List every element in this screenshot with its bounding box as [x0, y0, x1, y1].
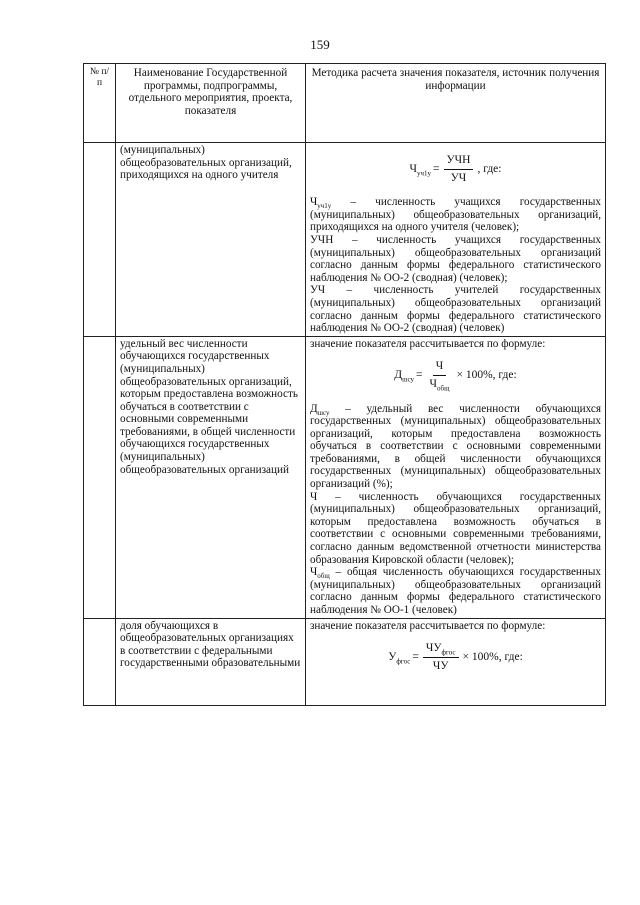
formula: $У_{фгос}$ = $\frac{ЧУ_{фгос}}{ЧУ}$ × 100%, где:: [388, 642, 523, 672]
formula: $Д_{шсу}$ = $\frac{Ч}{Ч_{общ}}$ × 100%, где:: [394, 360, 517, 393]
formula-lhs: Д: [394, 369, 403, 382]
table-row: [84, 143, 606, 337]
indicator-name: (муниципальных) общеобразовательных организаций, приходящихся на одного учителя: [116, 143, 306, 337]
row-num-cell: [84, 618, 116, 705]
formula-tail: × 100%, где:: [456, 369, 517, 382]
definition: Ч – численность обучающихся государственных (муниципальных) общеобразовательных организаций, которым предоставлена возможность обучаться в соответствии с основными современными требованиями, согласно данным ведомственной отчетности министерства образования Кировской области (человек);: [310, 490, 601, 566]
formula-fraction: [444, 154, 474, 184]
table-header-row: [84, 64, 606, 143]
formula-lhs-sub: фгос: [396, 657, 411, 666]
formula-numerator-sub: фгос: [441, 648, 456, 657]
formula-numerator: Ч: [433, 360, 446, 376]
formula-lhs-sub: уч1у: [416, 169, 432, 178]
formula-numerator: ЧУ: [425, 642, 442, 655]
formula-lhs-sub: шсу: [402, 375, 415, 384]
formula: $Ч_{уч1у}$ = $\frac{\text{УЧН}}{УЧ}$ , где:: [409, 154, 502, 184]
formula-lhs: У: [388, 650, 397, 663]
formula-fraction: [427, 360, 453, 393]
page-number: 159: [310, 37, 330, 52]
definition: $Ч_{общ}$ – общая численность обучающихся государственных (муниципальных) общеобразовательных организаций согласно данным формы федерального статистического наблюдения № ОО-1 (человек): [310, 566, 601, 616]
formula-denominator-sub: общ: [437, 384, 450, 393]
method-cell: [306, 618, 606, 705]
formula-denominator: ЧУ: [432, 659, 449, 672]
formula-lhs: Ч: [409, 162, 417, 175]
formula-tail: , где:: [477, 162, 502, 175]
formula-denominator: УЧ: [450, 171, 467, 184]
formula-numerator: УЧН: [444, 154, 474, 170]
header-method: Методика расчета значения показателя, источник получения информации: [306, 64, 606, 143]
method-cell: [306, 143, 606, 337]
formula-tail: × 100%, где:: [462, 650, 523, 663]
header-num: № п/п: [84, 64, 116, 143]
table-row: [84, 336, 606, 618]
formula-intro: значение показателя рассчитывается по формуле:: [310, 337, 546, 350]
definition: УЧН – численность учащихся государственных (муниципальных) общеобразовательных организаций согласно данным формы федерального статистического наблюдения № ОО-2 (сводная) (человек);: [310, 233, 601, 284]
indicator-table: [83, 63, 606, 706]
row-num-cell: [84, 336, 116, 618]
definition: УЧ – численность учителей государственных (муниципальных) общеобразовательных организаций согласно данным формы федерального статистического наблюдения № ОО-2 (сводная) (человек): [310, 284, 601, 335]
formula-fraction: [423, 642, 459, 672]
indicator-name: доля обучающихся в общеобразовательных организациях в соответствии с федеральными государственными образовательными: [116, 618, 306, 705]
row-num-cell: [84, 143, 116, 337]
formula-intro: значение показателя рассчитывается по формуле:: [310, 619, 546, 632]
indicator-name: удельный вес численности обучающихся государственных (муниципальных) общеобразовательных организаций, которым предоставлена возможность обучаться в соответствии с основными современными требованиями, в общей численности обучающихся государственных (муниципальных) общеобразовательных организаций: [116, 336, 306, 618]
definition: $Д_{шсу}$ – удельный вес численности обучающихся государственных (муниципальных) общеобразовательных организаций, которым предоставлена возможность обучаться в соответствии с основными современными требованиями, в общей численности обучающихся государственных (муниципальных) общеобразовательных организаций (%);: [310, 402, 601, 491]
formula-denominator: Ч: [429, 377, 438, 390]
definition: $Ч_{уч1у}$ – численность учащихся государственных (муниципальных) общеобразовательных организаций, приходящихся на одного учителя (человек);: [310, 196, 601, 234]
method-cell: [306, 336, 606, 618]
table-row: [84, 618, 606, 705]
header-name: Наименование Государственной программы, подпрограммы, отдельного мероприятия, проекта, показателя: [116, 64, 306, 143]
